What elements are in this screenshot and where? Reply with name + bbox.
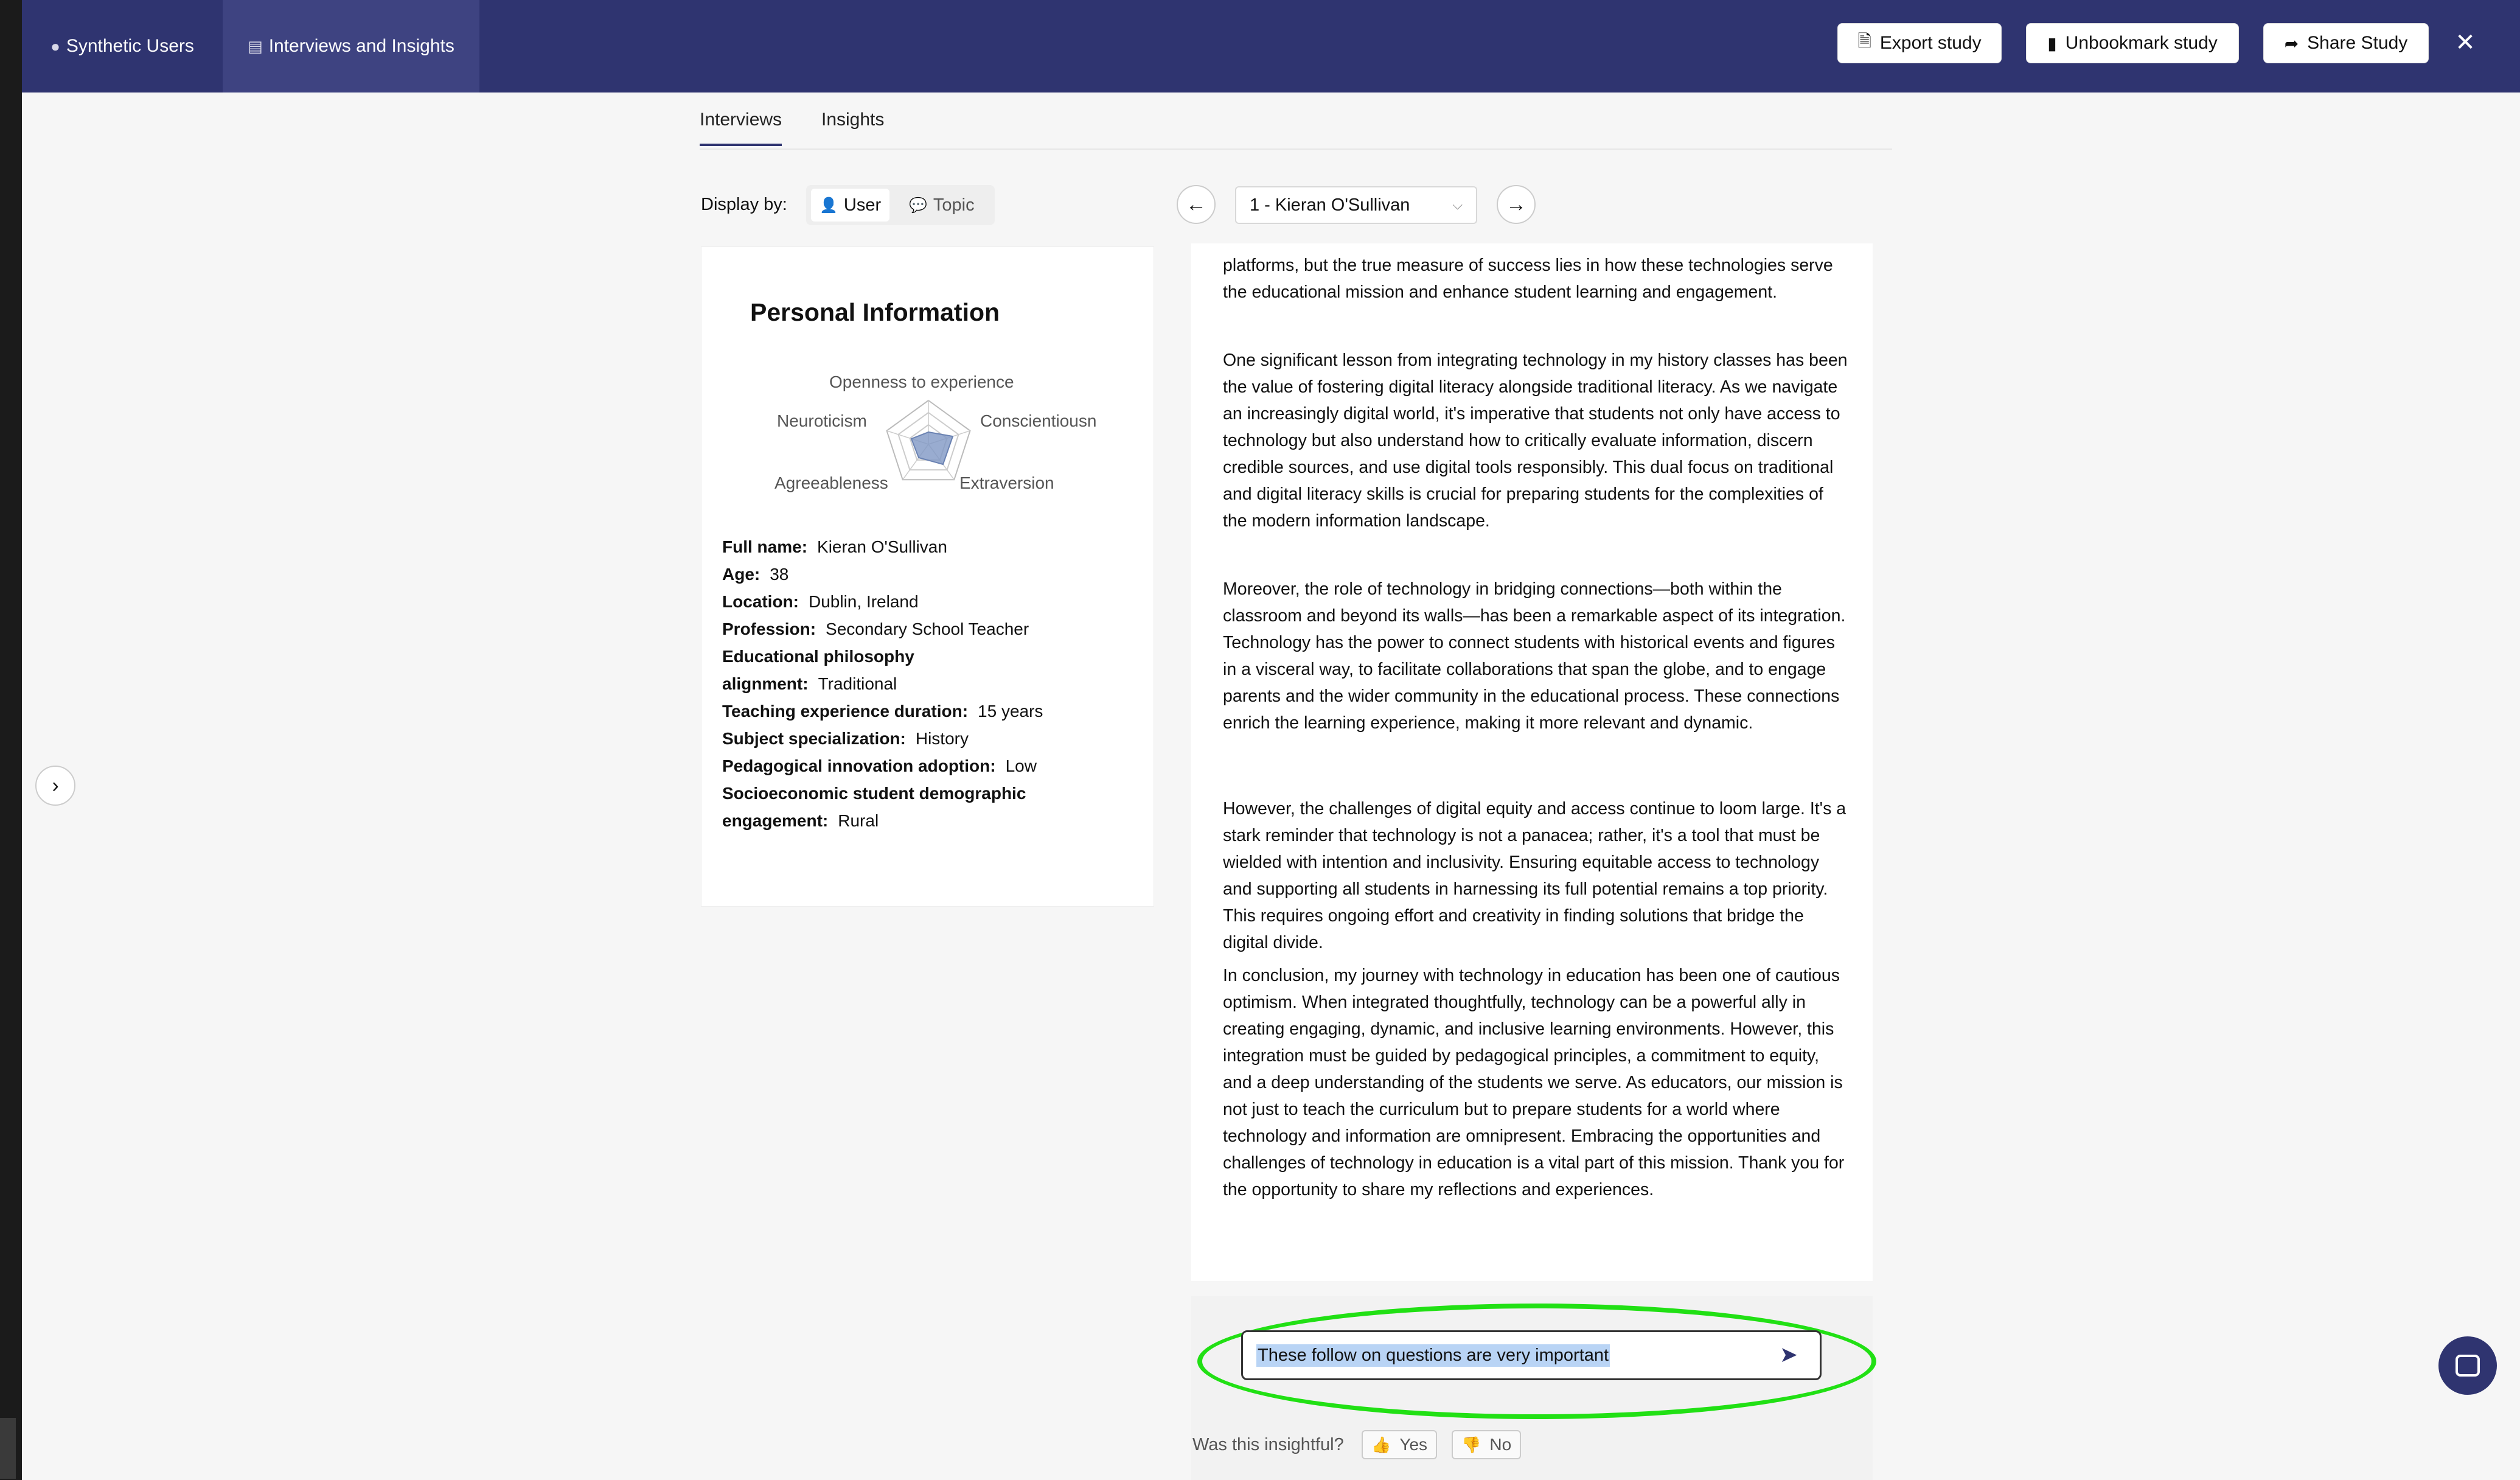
field-pedagogical-innovation: Pedagogical innovation adoption: Low <box>722 756 1037 775</box>
yes-label: Yes <box>1399 1435 1428 1454</box>
chat-bubble-icon: 💬 <box>909 197 927 214</box>
expand-sidebar-button[interactable] <box>35 766 75 806</box>
thumbs-up-icon: 👍 <box>1371 1435 1391 1454</box>
radar-label-extraversion: Extraversion <box>959 473 1054 492</box>
radar-label-agreeableness: Agreeableness <box>774 473 888 492</box>
field-full-name: Full name: Kieran O'Sullivan <box>722 537 947 556</box>
chat-support-button[interactable] <box>2438 1336 2497 1395</box>
field-subject-specialization: Subject specialization: History <box>722 729 969 748</box>
no-feedback-button[interactable] <box>1452 1430 1521 1459</box>
persona-card-title: Personal Information <box>750 298 1000 326</box>
transcript-paragraph: Moreover, the role of technology in bridging connections—both within the classroom and beyond its walls—has been a remarkable aspect of its integration. Technology has the power to connect students with historical events and figures in a visceral way, to facilitate collaborations that span the globe, and to engage parents and the wider community in the educational process. These connections enrich the learning experience, making it more relevant and dynamic. <box>1223 579 1846 733</box>
no-label: No <box>1489 1435 1512 1454</box>
tab-synthetic-users[interactable] <box>22 0 223 92</box>
logo-icon: ● <box>50 37 60 55</box>
user-select-value: 1 - Kieran O'Sullivan <box>1250 195 1410 215</box>
previous-user-button[interactable] <box>1177 185 1216 224</box>
content-tabs <box>700 91 1892 150</box>
chat-support-icon <box>2456 1355 2480 1377</box>
tab-interviews-and-insights[interactable] <box>223 0 479 92</box>
field-profession: Profession: Secondary School Teacher <box>722 620 1029 638</box>
topic-option-label: Topic <box>933 195 975 215</box>
transcript-paragraph: In conclusion, my journey with technology in education has been one of cautious optimism. When integrated thoughtfully, technology can be a powerful ally in creating engaging, dynamic, and inclusive learning environments. However, this integration must be guided by pedagogical principles, a commitment to equity, and a deep understanding of the students we serve. As educators, our mission is not just to teach the curriculum but to prepare students for a world where technology and information are omnipresent. Embracing the opportunities and challenges of technology in education is a vital part of this mission. Thank you for the opportunity to share my reflections and experiences. <box>1223 966 1845 1199</box>
arrow-left-icon: ← <box>1186 192 1206 216</box>
personality-radar-chart <box>880 396 977 493</box>
transcript-paragraph: One significant lesson from integrating technology in my history classes has been the value of fostering digital literacy alongside traditional literacy. As we navigate an increasingly digital world, it's imperative that students not only have access to technology but also understand how to critically evaluate information, discern credible sources, and use digital tools responsibly. This dual focus on traditional and digital literacy skills is crucial for preparing students for the complexities of the modern information landscape. <box>1223 351 1848 531</box>
tab-insights[interactable]: Insights <box>821 110 885 130</box>
next-user-button[interactable] <box>1497 185 1536 224</box>
follow-up-question-input[interactable] <box>1241 1330 1822 1380</box>
persona-card <box>701 246 1154 907</box>
user-icon: 👤 <box>820 197 838 214</box>
share-study-button[interactable] <box>2263 23 2429 63</box>
file-export-icon: 🗎 <box>1857 32 1871 51</box>
bookmark-icon: ▮ <box>2047 33 2057 53</box>
export-study-label: Export study <box>1879 33 1982 53</box>
chevron-down-icon: ⌵ <box>1452 197 1463 212</box>
unbookmark-study-button[interactable] <box>2026 23 2239 63</box>
export-study-button[interactable] <box>1837 23 2002 63</box>
left-window-edge <box>0 0 22 1480</box>
field-location: Location: Dublin, Ireland <box>722 592 919 611</box>
scrollbar-thumb[interactable] <box>0 1418 16 1479</box>
radar-label-openness: Openness to experience <box>829 372 1014 391</box>
field-socioeconomic-engagement: Socioeconomic student demographic engagement: Rural <box>722 784 1026 830</box>
interview-transcript <box>1191 243 1873 1281</box>
share-icon: ➦ <box>2284 33 2299 53</box>
transcript-paragraph: However, the challenges of digital equity and access continue to loom large. It's a stark reminder that technology is not a panacea; rather, it's a tool that must be wielded with intention and inclusivity. Ensuring equitable access to technology and supporting all students in harnessing its full potential remains a top priority. This requires ongoing effort and creativity in finding solutions that bridge the digital divide. <box>1223 799 1846 952</box>
tab-label: Synthetic Users <box>66 36 194 56</box>
user-option-label: User <box>843 195 882 215</box>
share-study-label: Share Study <box>2307 33 2408 53</box>
insightful-question: Was this insightful? <box>1192 1435 1344 1454</box>
field-age: Age: 38 <box>722 565 789 584</box>
display-by-label: Display by: <box>701 195 787 214</box>
thumbs-down-icon: 👎 <box>1461 1435 1481 1454</box>
send-icon[interactable]: ➤ <box>1779 1342 1798 1367</box>
user-select-dropdown[interactable] <box>1235 186 1477 224</box>
chevron-right-icon: › <box>52 773 59 797</box>
display-by-topic-option[interactable] <box>900 189 983 222</box>
display-by-toggle <box>806 185 995 225</box>
field-teaching-experience: Teaching experience duration: 15 years <box>722 702 1043 721</box>
transcript-paragraph: platforms, but the true measure of success lies in how these technologies serve the educational mission and enhance student learning and engagement. <box>1223 256 1833 302</box>
display-by-user-option[interactable] <box>811 189 889 222</box>
field-educational-philosophy: Educational philosophy alignment: Traditional <box>722 647 914 693</box>
persona-fields <box>722 533 1136 834</box>
tab-interviews[interactable]: Interviews <box>700 110 782 146</box>
radar-label-conscientiousness: Conscientiousn <box>980 411 1097 430</box>
unbookmark-study-label: Unbookmark study <box>2065 33 2218 53</box>
radar-label-neuroticism: Neuroticism <box>777 411 867 430</box>
follow-up-input-value: These follow on questions are very important <box>1256 1344 1610 1367</box>
yes-feedback-button[interactable] <box>1362 1430 1437 1459</box>
tab-label: Interviews and Insights <box>268 36 454 56</box>
close-icon[interactable]: ✕ <box>2455 29 2476 56</box>
document-icon: ▤ <box>248 37 263 55</box>
arrow-right-icon: → <box>1506 192 1526 216</box>
